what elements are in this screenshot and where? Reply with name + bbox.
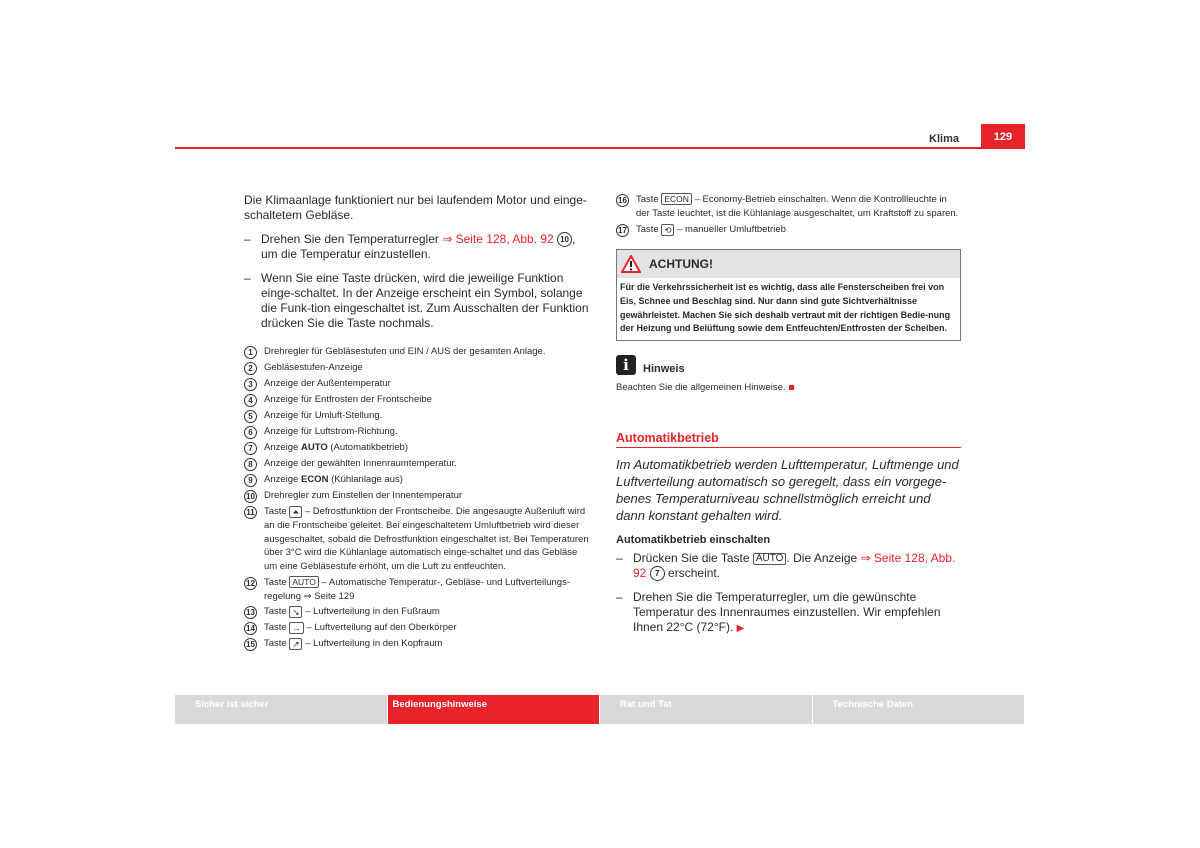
end-marker-icon: [789, 385, 794, 390]
tab-bedienungshinweise[interactable]: Bedienungshinweise: [388, 695, 601, 724]
instruction-turn-regulator: – Drehen Sie den Temperaturregler ⇒ Seite 128, Abb. 92 10 , um die Temperatur einzustellen.: [244, 232, 576, 262]
footwell-key-icon: ↘: [289, 606, 302, 618]
footer-nav: [175, 695, 1025, 724]
warning-triangle-icon: [621, 255, 641, 273]
econ-key: ECON: [661, 193, 692, 205]
warning-box: [616, 249, 961, 340]
list-item: 11 Taste ⏶ – Defrostfunktion der Frontscheibe. Die angesaugte Außenluft wird an die Frontscheibe geleitet. Bei eingeschaltetem Umluftbetrieb wird dieser ausgeschaltet, sobald die Defrostfunktion eingeschaltet ist. Bei Temperaturen über 3°C wird die Kühlanlage automatisch einge-schaltet und das Gebläse um eine Gebläsestufe erhöht, um die Luft zu entfeuchten.: [244, 505, 589, 574]
page-reference-link[interactable]: ⇒ Seite 128, Abb. 92: [442, 232, 554, 246]
auto-key: AUTO: [289, 576, 318, 588]
recirculation-key-icon: ⟲: [661, 224, 674, 236]
legend-list: [244, 345, 589, 651]
list-item: 15 Taste ↗ – Luftverteilung in den Kopfraum: [244, 637, 589, 651]
instruction-set-temperature: – Drehen Sie die Temperaturregler, um die gewünschte Temperatur des Innenraumes einzustellen. Wir empfehlen Ihnen 22°C (72°F). ▶: [616, 590, 941, 635]
page-number: 129: [981, 124, 1025, 149]
list-item: 13 Taste ↘ – Luftverteilung in den Fußraum: [244, 605, 589, 619]
list-item: 10 Drehregler zum Einstellen der Innentemperatur: [244, 489, 589, 503]
list-item: 9 Anzeige ECON (Kühlanlage aus): [244, 473, 589, 487]
subheading: Automatikbetrieb einschalten: [616, 533, 771, 546]
list-item: 6 Anzeige für Luftstrom-Richtung.: [244, 425, 589, 439]
list-item: 1 Drehregler für Gebläsestufen und EIN / AUS der gesamten Anlage.: [244, 345, 589, 359]
tab-rat-und-tat[interactable]: Rat und Tat: [600, 695, 813, 724]
page-reference-link[interactable]: ⇒ Seite 128, Abb. 92: [633, 550, 956, 580]
list-item: 4 Anzeige für Entfrosten der Frontscheibe: [244, 393, 589, 407]
instruction-press-auto: – Drücken Sie die Taste AUTO . Die Anzeige ⇒ Seite 128, Abb. 92 7 erscheint.: [616, 550, 956, 580]
list-item: 8 Anzeige der gewählten Innenraumtemperatur.: [244, 457, 589, 471]
warning-title: ACHTUNG!: [649, 257, 713, 272]
list-item: 3 Anzeige der Außentemperatur: [244, 377, 589, 391]
right-column: [616, 193, 961, 645]
warning-text: Für die Verkehrssicherheit ist es wichtig, dass alle Fensterscheiben frei von Eis, Schnee und Beschlag sind. Nur dann sind gute Sichtverhältnisse gewährleistet. Machen Sie sich deshalb vertraut mit der richtigen Bedie-nung der Heizung und Belüftung sowie dem Entfeuchten/Entfrosten der Scheiben.: [620, 282, 951, 334]
note-text: Beachten Sie die allgemeinen Hinweise.: [616, 382, 961, 393]
intro-paragraph: Die Klimaanlage funktioniert nur bei laufendem Motor und einge-schaltetem Gebläse.: [244, 193, 587, 222]
section-title: Automatikbetrieb: [616, 431, 961, 448]
list-item: 14 Taste → – Luftverteilung auf den Oberkörper: [244, 621, 589, 635]
note-header: [616, 355, 961, 375]
list-item: 17 Taste ⟲ – manueller Umluftbetrieb: [616, 223, 961, 237]
list-item: 2 Gebläsestufen-Anzeige: [244, 361, 589, 375]
upper-body-key-icon: →: [289, 622, 304, 634]
left-column: [244, 193, 589, 653]
head-area-key-icon: ↗: [289, 638, 302, 650]
info-icon: i: [616, 355, 636, 375]
auto-key: AUTO: [753, 553, 787, 565]
defrost-key-icon: ⏶: [289, 506, 302, 518]
chapter-title: Klima: [929, 133, 959, 145]
callout-number: 10: [557, 232, 572, 247]
callout-number: 7: [650, 566, 665, 581]
warning-header: [617, 250, 960, 278]
tab-sicher-ist-sicher[interactable]: Sicher ist sicher: [175, 695, 388, 724]
list-item: 16 Taste ECON – Economy-Betrieb einschalten. Wenn die Kontrollleuchte in der Taste leuchtet, ist die Kühlanlage ausgeschaltet, um Kraftstoff zu sparen.: [616, 193, 961, 220]
list-item: 5 Anzeige für Umluft-Stellung.: [244, 409, 589, 423]
tab-technische-daten[interactable]: Technische Daten: [813, 695, 1026, 724]
list-item: 12 Taste AUTO – Automatische Temperatur-, Gebläse- und Luftverteilungs-regelung ⇒ Seite 129: [244, 576, 589, 603]
section-intro: Im Automatikbetrieb werden Lufttemperatur, Luftmenge und Luftverteilung automatisch so geregelt, dass ein vorgege-benes Temperaturniveau schnellstmöglich erreicht und dann konstant gehalten wird.: [616, 456, 959, 523]
list-item: 7 Anzeige AUTO (Automatikbetrieb): [244, 441, 589, 455]
header-rule: [175, 147, 1025, 149]
note-title: Hinweis: [643, 362, 685, 375]
continue-arrow-icon: ▶: [736, 623, 745, 635]
instruction-press-key: – Wenn Sie eine Taste drücken, wird die jeweilige Funktion einge-schaltet. In der Anzeige erscheint ein Symbol, solange die Funk-tion eingeschaltet ist. Zum Ausschalten der Funktion drücken Sie die Taste nochmals.: [244, 271, 589, 331]
